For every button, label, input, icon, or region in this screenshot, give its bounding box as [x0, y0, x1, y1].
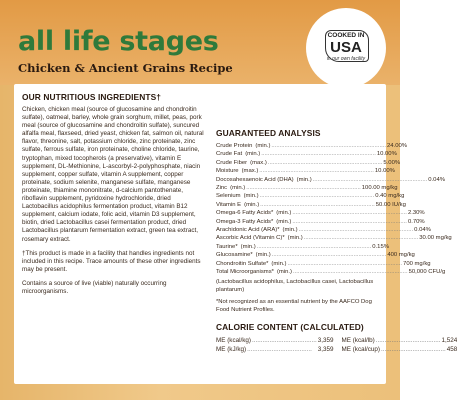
analysis-nutrient: Zinc: [216, 185, 228, 192]
analysis-nutrient: Glucosamine*: [216, 252, 253, 259]
recipe-subtitle: Chicken & Ancient Grains Recipe: [18, 61, 233, 75]
analysis-value: 24.00%: [387, 143, 407, 149]
analysis-value: 2.30%: [407, 210, 425, 217]
analysis-row: [216, 251, 415, 259]
analysis-nutrient: Omega-3 Fatty Acids*: [216, 218, 274, 225]
analysis-row: [216, 176, 445, 184]
analysis-qualifier: (min.): [230, 185, 246, 192]
analysis-row: [216, 167, 395, 175]
analysis-value: 50.00 IU/kg: [375, 201, 406, 208]
leader-dots: [260, 201, 375, 209]
analysis-nutrient: Total Microorganisms*: [216, 269, 274, 276]
leader-dots: [313, 176, 428, 184]
analysis-value: 400 mg/kg: [387, 252, 415, 259]
leader-dots: [299, 226, 414, 234]
analysis-qualifier: (min.): [287, 235, 303, 242]
analysis-heading: GUARANTEED ANALYSIS: [216, 128, 321, 138]
leader-dots: [292, 209, 407, 217]
analysis-row: [216, 192, 405, 200]
page-title: all life stages: [18, 26, 219, 57]
analysis-value: 700 mg/kg: [403, 260, 431, 267]
analysis-nutrient: Arachidonic Acid (ARA)*: [216, 227, 280, 234]
analysis-qualifier: (min.): [244, 201, 260, 208]
calorie-heading: CALORIE CONTENT (CALCULATED): [216, 321, 364, 332]
leader-dots: [271, 142, 386, 150]
badge-line-2: USA: [330, 39, 362, 56]
analysis-qualifier: (max.): [241, 168, 259, 175]
cooked-in-usa-badge: [306, 8, 386, 88]
leader-dots: [247, 345, 317, 354]
analysis-value: 5.00%: [383, 159, 401, 166]
analysis-value: 0.40 mg/kg: [375, 193, 405, 200]
leader-dots: [272, 251, 387, 259]
ingredients-column: [22, 92, 206, 296]
analysis-row: [216, 142, 407, 150]
leader-dots: [376, 336, 441, 345]
analysis-nutrient: Selenium: [216, 193, 241, 200]
calorie-value: 458: [446, 345, 457, 353]
ingredients-heading: OUR NUTRITIOUS INGREDIENTS†: [22, 92, 162, 102]
analysis-nutrient: Chondroitin Sulfate*: [216, 260, 269, 267]
analysis-nutrient: Moisture: [216, 168, 239, 175]
calorie-value: 3,359: [317, 345, 334, 353]
analysis-row: [216, 201, 406, 209]
facility-note: †This product is made in a facility that handles ingredients not included in this recipe. Trace amounts of these other ingredients may be present.: [22, 249, 201, 273]
calorie-value: 1,524: [441, 336, 457, 344]
analysis-qualifier: (min.): [245, 151, 261, 158]
analysis-nutrient: Crude Fiber: [216, 159, 248, 166]
leader-dots: [268, 159, 383, 167]
analysis-nutrient: Taurine*: [216, 243, 238, 250]
analysis-row: [216, 260, 431, 268]
analysis-row: [216, 159, 401, 167]
analysis-qualifier: (min.): [282, 227, 298, 234]
analysis-nutrient: Ascorbic Acid (Vitamin C)*: [216, 235, 285, 242]
calorie-item: [342, 336, 457, 345]
analysis-value: 30.00 mg/kg: [419, 235, 452, 242]
analysis-row: [216, 268, 446, 276]
analysis-row: [216, 209, 425, 217]
analysis-column: [216, 128, 457, 354]
analysis-qualifier: (min.): [243, 193, 259, 200]
analysis-qualifier: (min.): [276, 269, 293, 276]
calorie-item: [216, 336, 334, 345]
ingredients-text: Chicken, chicken meal (source of glucosamine and chondroitin sulfate), oatmeal, barley, whole grain sorghum, millet, peas, pork meal (source of glucosamine and chondroitin sulfate), suncured alfalfa meal, flaxseed, dried yeast, chicken fat, salmon oil, natural flavor, threonine, salt, potassium chloride, zinc proteinate, zinc sulfate, ferrous sulfate, iron proteinate, choline chloride, taurine, tryptophan, mixed tocopherols (a preservative), vitamin E supplement, DL-Methionine, L-ascorbyl-2-polyphosphate, niacin supplement, copper sulfate, vitamin A supplement, copper proteinate, sodium selenite, manganese sulfate, manganese proteinate, thiamine mononitrate, d-calcium pantothenate, riboflavin supplement, pyridoxine hydrochloride, dried Lactobacillus acidophilus fermentation product, vitamin B12 supplement, calcium iodate, folic acid, vitamin D3 supplement, biotin, dried Lactobacillus casei fermentation product, dried Lactobacillus plantarum fermentation extract, green tea extract, rosemary extract.: [22, 106, 204, 243]
analysis-value: 100.00 mg/kg: [361, 185, 398, 192]
leader-dots: [259, 167, 374, 175]
analysis-nutrient: Crude Fat: [216, 151, 243, 158]
calorie-label: ME (kcal/kg): [216, 336, 251, 344]
probiotic-note: Contains a source of live (viable) naturally occurring microorganisms.: [22, 279, 167, 295]
analysis-list: [216, 142, 452, 277]
lacto-note: (Lactobacillus acidophilus, Lactobacillus casei, Lactobacillus plantarum): [216, 278, 374, 293]
calorie-label: ME (kcal/cup): [341, 345, 380, 353]
analysis-qualifier: (min.): [255, 252, 271, 259]
analysis-qualifier: (min.): [255, 143, 271, 149]
analysis-nutrient: Omega-6 Fatty Acids*: [216, 210, 274, 217]
analysis-row: [216, 226, 431, 234]
calorie-label: ME (kJ/kg): [216, 345, 247, 353]
calorie-item: [342, 345, 457, 354]
analysis-value: 0.70%: [407, 218, 425, 225]
analysis-row: [216, 150, 397, 158]
badge-line-3: in our own facility: [326, 56, 366, 62]
analysis-value: 0.15%: [372, 243, 389, 250]
analysis-row: [216, 184, 398, 192]
analysis-nutrient: Docosahexaenoic Acid (DHA): [216, 176, 294, 183]
calorie-item: [216, 345, 334, 354]
analysis-value: 0.04%: [428, 176, 445, 183]
analysis-qualifier: (min.): [276, 218, 292, 225]
analysis-row: [216, 218, 425, 226]
analysis-qualifier: (max.): [250, 159, 267, 166]
leader-dots: [261, 150, 376, 158]
leader-dots: [292, 218, 407, 226]
analysis-value: 10.00%: [374, 168, 395, 175]
aafco-note: *Not recognized as an essential nutrient by the AAFCO Dog Food Nutrient Profiles.: [216, 298, 372, 313]
leader-dots: [257, 243, 372, 251]
analysis-qualifier: (min.): [296, 176, 312, 183]
analysis-row: [216, 234, 452, 242]
analysis-qualifier: (min.): [276, 210, 292, 217]
leader-dots: [381, 345, 446, 354]
analysis-row: [216, 243, 389, 251]
leader-dots: [287, 260, 402, 268]
leader-dots: [293, 268, 408, 276]
analysis-value: 50,000 CFU/g: [408, 269, 446, 276]
calorie-grid: [216, 336, 457, 354]
analysis-value: 0.04%: [414, 227, 431, 234]
calorie-value: 3,359: [317, 336, 334, 344]
analysis-qualifier: (min.): [271, 260, 287, 267]
analysis-nutrient: Crude Protein: [216, 143, 253, 149]
analysis-qualifier: (min.): [240, 243, 256, 250]
calorie-label: ME (kcal/lb): [341, 336, 375, 344]
badge-line-1: COOKED IN: [327, 32, 365, 39]
analysis-value: 10.00%: [376, 151, 397, 158]
leader-dots: [304, 234, 419, 242]
leader-dots: [252, 336, 317, 345]
leader-dots: [246, 184, 361, 192]
nutrition-panel: [14, 84, 457, 384]
leader-dots: [260, 192, 375, 200]
analysis-nutrient: Vitamin E: [216, 201, 242, 208]
